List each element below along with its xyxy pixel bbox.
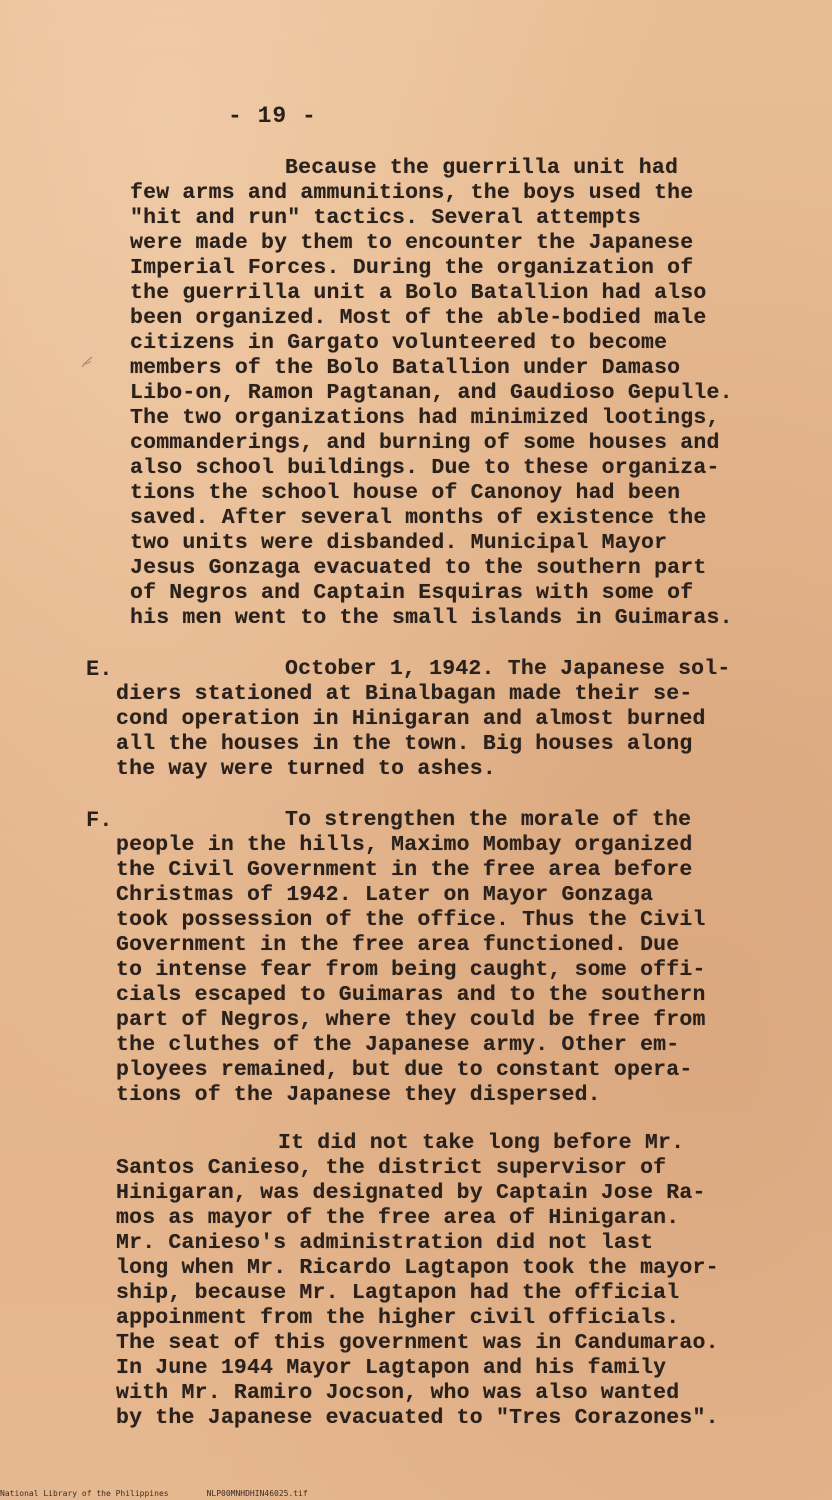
text-line: saved. After several months of existence the — [130, 506, 707, 530]
text-line: The seat of this government was in Candumarao. — [116, 1331, 719, 1355]
text-line: cond operation in Hinigaran and almost burned — [116, 707, 706, 731]
text-line: cials escaped to Guimaras and to the southern — [116, 983, 706, 1007]
margin-pencil-mark — [80, 355, 94, 369]
text-line: Imperial Forces. During the organization of — [130, 256, 694, 280]
text-line: part of Negros, where they could be free from — [116, 1008, 706, 1032]
text-line: diers stationed at Binalbagan made their se- — [116, 682, 693, 706]
text-line: Government in the free area functioned. Due — [116, 933, 680, 957]
text-line: mos as mayor of the free area of Hinigaran. — [116, 1206, 680, 1230]
text-line: Santos Canieso, the district supervisor of — [116, 1156, 667, 1180]
text-line: to intense fear from being caught, some offi- — [116, 958, 706, 982]
text-line: Christmas of 1942. Later on Mayor Gonzaga — [116, 883, 654, 907]
text-line: members of the Bolo Batallion under Damaso — [130, 356, 681, 380]
text-line: Jesus Gonzaga evacuated to the southern part — [130, 556, 707, 580]
text-line: the guerrilla unit a Bolo Batallion had also — [130, 281, 707, 305]
text-line: people in the hills, Maximo Mombay organized — [116, 833, 693, 857]
text-line: ployees remained, but due to constant opera- — [116, 1058, 693, 1082]
text-line: ship, because Mr. Lagtapon had the official — [116, 1281, 680, 1305]
text-line: long when Mr. Ricardo Lagtapon took the mayor- — [116, 1256, 719, 1280]
text-line: Mr. Canieso's administration did not last — [116, 1231, 654, 1255]
text-line: his men went to the small islands in Guimaras. — [130, 606, 733, 630]
text-line: few arms and ammunitions, the boys used the — [130, 181, 694, 205]
section-label-f: F. — [86, 808, 113, 833]
footer-library: National Library of the Philippines — [0, 1489, 169, 1498]
text-line: citizens in Gargato volunteered to become — [130, 331, 668, 355]
text-line: In June 1944 Mayor Lagtapon and his family — [116, 1356, 667, 1380]
text-line: also school buildings. Due to these organiza- — [130, 456, 720, 480]
text-line: been organized. Most of the able-bodied male — [130, 306, 707, 330]
page-number: - 19 - — [228, 103, 317, 129]
text-line: To strengthen the morale of the — [285, 808, 692, 832]
text-line: Hinigaran, was designated by Captain Jose Ra- — [116, 1181, 706, 1205]
text-line: the cluthes of the Japanese army. Other em- — [116, 1033, 680, 1057]
text-line: Because the guerrilla unit had — [285, 156, 679, 180]
text-line: October 1, 1942. The Japanese sol- — [285, 657, 731, 681]
text-line: two units were disbanded. Municipal Mayor — [130, 531, 668, 555]
text-line: "hit and run" tactics. Several attempts — [130, 206, 641, 230]
section-label-e: E. — [86, 657, 113, 682]
text-line: of Negros and Captain Esquiras with some of — [130, 581, 694, 605]
text-line: the Civil Government in the free area before — [116, 858, 693, 882]
text-line: by the Japanese evacuated to "Tres Corazones". — [116, 1406, 719, 1430]
text-line: were made by them to encounter the Japanese — [130, 231, 694, 255]
text-line: It did not take long before Mr. — [278, 1131, 685, 1155]
text-line: took possession of the office. Thus the Civil — [116, 908, 706, 932]
text-line: commanderings, and burning of some houses and — [130, 431, 720, 455]
text-line: appoinment from the higher civil officials. — [116, 1306, 680, 1330]
text-line: all the houses in the town. Big houses along — [116, 732, 693, 756]
footer-file-id: NLP00MNHDHIN46025.tif — [206, 1489, 308, 1498]
text-line: tions of the Japanese they dispersed. — [116, 1083, 601, 1107]
text-line: the way were turned to ashes. — [116, 757, 496, 781]
text-line: with Mr. Ramiro Jocson, who was also wanted — [116, 1381, 680, 1405]
text-line: The two organizations had minimized lootings, — [130, 406, 720, 430]
text-line: Libo-on, Ramon Pagtanan, and Gaudioso Gepulle. — [130, 381, 733, 405]
text-line: tions the school house of Canonoy had been — [130, 481, 681, 505]
scan-footer — [0, 1489, 346, 1498]
